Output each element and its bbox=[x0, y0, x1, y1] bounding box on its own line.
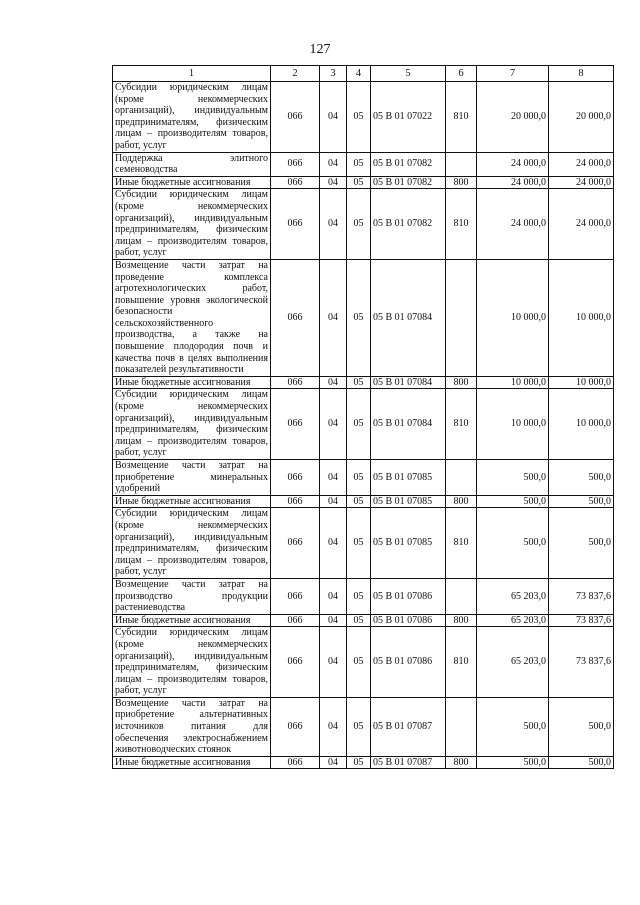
amount-year1-cell: 500,0 bbox=[477, 495, 549, 508]
amount-year1-cell: 24 000,0 bbox=[477, 152, 549, 176]
section-code-cell: 04 bbox=[320, 614, 347, 627]
header-col-8: 8 bbox=[549, 66, 614, 82]
expense-type-cell: 800 bbox=[446, 176, 477, 189]
table-row bbox=[113, 614, 614, 627]
section-code-cell: 04 bbox=[320, 460, 347, 496]
amount-year2-cell: 24 000,0 bbox=[549, 152, 614, 176]
ministry-code-cell: 066 bbox=[271, 259, 320, 376]
expense-type-cell bbox=[446, 578, 477, 614]
subsection-code-cell: 05 bbox=[347, 508, 371, 579]
ministry-code-cell: 066 bbox=[271, 578, 320, 614]
target-article-cell: 05 В 01 07086 bbox=[371, 614, 446, 627]
ministry-code-cell: 066 bbox=[271, 82, 320, 153]
subsection-code-cell: 05 bbox=[347, 82, 371, 153]
expense-type-cell bbox=[446, 152, 477, 176]
ministry-code-cell: 066 bbox=[271, 495, 320, 508]
amount-year2-cell: 500,0 bbox=[549, 697, 614, 756]
amount-year2-cell: 500,0 bbox=[549, 460, 614, 496]
ministry-code-cell: 066 bbox=[271, 176, 320, 189]
target-article-cell: 05 В 01 07085 bbox=[371, 460, 446, 496]
expense-type-cell: 810 bbox=[446, 389, 477, 460]
amount-year2-cell: 500,0 bbox=[549, 756, 614, 769]
amount-year1-cell: 24 000,0 bbox=[477, 176, 549, 189]
row-name-cell: Иные бюджетные ассигнования bbox=[113, 176, 271, 189]
subsection-code-cell: 05 bbox=[347, 376, 371, 389]
target-article-cell: 05 В 01 07082 bbox=[371, 152, 446, 176]
ministry-code-cell: 066 bbox=[271, 508, 320, 579]
section-code-cell: 04 bbox=[320, 508, 347, 579]
ministry-code-cell: 066 bbox=[271, 189, 320, 260]
expense-type-cell: 800 bbox=[446, 495, 477, 508]
section-code-cell: 04 bbox=[320, 627, 347, 698]
page-number: 127 bbox=[309, 42, 331, 57]
table-row bbox=[113, 495, 614, 508]
target-article-cell: 05 В 01 07087 bbox=[371, 756, 446, 769]
subsection-code-cell: 05 bbox=[347, 176, 371, 189]
subsection-code-cell: 05 bbox=[347, 152, 371, 176]
section-code-cell: 04 bbox=[320, 495, 347, 508]
target-article-cell: 05 В 01 07086 bbox=[371, 578, 446, 614]
table-row bbox=[113, 389, 614, 460]
ministry-code-cell: 066 bbox=[271, 389, 320, 460]
ministry-code-cell: 066 bbox=[271, 627, 320, 698]
table-body bbox=[113, 82, 614, 769]
ministry-code-cell: 066 bbox=[271, 376, 320, 389]
row-name-cell: Иные бюджетные ассигнования bbox=[113, 376, 271, 389]
header-col-6: 6 bbox=[446, 66, 477, 82]
section-code-cell: 04 bbox=[320, 578, 347, 614]
expense-type-cell bbox=[446, 259, 477, 376]
row-name-cell: Возмещение части затрат на приобретение минеральных удобрений bbox=[113, 460, 271, 496]
expense-type-cell: 810 bbox=[446, 82, 477, 153]
table-row bbox=[113, 152, 614, 176]
subsection-code-cell: 05 bbox=[347, 614, 371, 627]
expense-type-cell: 810 bbox=[446, 189, 477, 260]
row-name-cell: Субсидии юридическим лицам (кроме некоммерческих организаций), индивидуальным предпринимателям, физическим лицам – производителям товаров, работ, услуг bbox=[113, 189, 271, 260]
ministry-code-cell: 066 bbox=[271, 697, 320, 756]
row-name-cell: Иные бюджетные ассигнования bbox=[113, 756, 271, 769]
amount-year1-cell: 20 000,0 bbox=[477, 82, 549, 153]
subsection-code-cell: 05 bbox=[347, 697, 371, 756]
budget-table bbox=[112, 65, 614, 769]
table-row bbox=[113, 460, 614, 496]
target-article-cell: 05 В 01 07086 bbox=[371, 627, 446, 698]
amount-year2-cell: 24 000,0 bbox=[549, 176, 614, 189]
amount-year2-cell: 24 000,0 bbox=[549, 189, 614, 260]
table-row bbox=[113, 578, 614, 614]
amount-year2-cell: 73 837,6 bbox=[549, 578, 614, 614]
section-code-cell: 04 bbox=[320, 259, 347, 376]
subsection-code-cell: 05 bbox=[347, 578, 371, 614]
header-col-4: 4 bbox=[347, 66, 371, 82]
row-name-cell: Субсидии юридическим лицам (кроме некоммерческих организаций), индивидуальным предпринимателям, физическим лицам – производителям товаров, работ, услуг bbox=[113, 389, 271, 460]
subsection-code-cell: 05 bbox=[347, 495, 371, 508]
section-code-cell: 04 bbox=[320, 376, 347, 389]
row-name-cell: Иные бюджетные ассигнования bbox=[113, 614, 271, 627]
subsection-code-cell: 05 bbox=[347, 756, 371, 769]
header-col-2: 2 bbox=[271, 66, 320, 82]
row-name-cell: Субсидии юридическим лицам (кроме некоммерческих организаций), индивидуальным предпринимателям, физическим лицам – производителям товаров, работ, услуг bbox=[113, 508, 271, 579]
ministry-code-cell: 066 bbox=[271, 756, 320, 769]
target-article-cell: 05 В 01 07087 bbox=[371, 697, 446, 756]
amount-year2-cell: 10 000,0 bbox=[549, 376, 614, 389]
target-article-cell: 05 В 01 07082 bbox=[371, 189, 446, 260]
row-name-cell: Возмещение части затрат на проведение комплекса агротехнологических работ, повышение уровня экологической безопасности сельскохозяйственного производства, а также на повышение плодородия почв и качества почв в целях выполнения показателей результативности bbox=[113, 259, 271, 376]
expense-type-cell: 810 bbox=[446, 627, 477, 698]
subsection-code-cell: 05 bbox=[347, 259, 371, 376]
ministry-code-cell: 066 bbox=[271, 460, 320, 496]
table-row bbox=[113, 189, 614, 260]
amount-year2-cell: 10 000,0 bbox=[549, 259, 614, 376]
table-row bbox=[113, 508, 614, 579]
table-row bbox=[113, 697, 614, 756]
section-code-cell: 04 bbox=[320, 152, 347, 176]
amount-year2-cell: 10 000,0 bbox=[549, 389, 614, 460]
header-col-1: 1 bbox=[113, 66, 271, 82]
target-article-cell: 05 В 01 07084 bbox=[371, 376, 446, 389]
section-code-cell: 04 bbox=[320, 176, 347, 189]
target-article-cell: 05 В 01 07084 bbox=[371, 259, 446, 376]
expense-type-cell: 800 bbox=[446, 614, 477, 627]
header-col-5: 5 bbox=[371, 66, 446, 82]
amount-year1-cell: 10 000,0 bbox=[477, 259, 549, 376]
row-name-cell: Субсидии юридическим лицам (кроме некоммерческих организаций), индивидуальным предпринимателям, физическим лицам – производителям товаров, работ, услуг bbox=[113, 627, 271, 698]
section-code-cell: 04 bbox=[320, 697, 347, 756]
expense-type-cell: 810 bbox=[446, 508, 477, 579]
subsection-code-cell: 05 bbox=[347, 389, 371, 460]
header-col-3: 3 bbox=[320, 66, 347, 82]
amount-year1-cell: 10 000,0 bbox=[477, 376, 549, 389]
table-row bbox=[113, 627, 614, 698]
amount-year1-cell: 500,0 bbox=[477, 697, 549, 756]
table-row bbox=[113, 376, 614, 389]
target-article-cell: 05 В 01 07084 bbox=[371, 389, 446, 460]
section-code-cell: 04 bbox=[320, 389, 347, 460]
section-code-cell: 04 bbox=[320, 82, 347, 153]
ministry-code-cell: 066 bbox=[271, 152, 320, 176]
row-name-cell: Возмещение части затрат на производство продукции растениеводства bbox=[113, 578, 271, 614]
header-col-7: 7 bbox=[477, 66, 549, 82]
table-row bbox=[113, 176, 614, 189]
amount-year1-cell: 500,0 bbox=[477, 460, 549, 496]
target-article-cell: 05 В 01 07022 bbox=[371, 82, 446, 153]
row-name-cell: Возмещение части затрат на приобретение альтернативных источников питания для обеспечения электроснабжением животноводческих стоянок bbox=[113, 697, 271, 756]
amount-year2-cell: 73 837,6 bbox=[549, 614, 614, 627]
row-name-cell: Поддержка элитного семеноводства bbox=[113, 152, 271, 176]
table-row bbox=[113, 82, 614, 153]
table-header-row bbox=[113, 66, 614, 82]
amount-year1-cell: 500,0 bbox=[477, 508, 549, 579]
subsection-code-cell: 05 bbox=[347, 627, 371, 698]
ministry-code-cell: 066 bbox=[271, 614, 320, 627]
amount-year1-cell: 500,0 bbox=[477, 756, 549, 769]
target-article-cell: 05 В 01 07085 bbox=[371, 495, 446, 508]
amount-year2-cell: 500,0 bbox=[549, 495, 614, 508]
table-row bbox=[113, 259, 614, 376]
amount-year2-cell: 73 837,6 bbox=[549, 627, 614, 698]
expense-type-cell: 800 bbox=[446, 756, 477, 769]
amount-year1-cell: 24 000,0 bbox=[477, 189, 549, 260]
amount-year2-cell: 20 000,0 bbox=[549, 82, 614, 153]
target-article-cell: 05 В 01 07085 bbox=[371, 508, 446, 579]
amount-year1-cell: 65 203,0 bbox=[477, 578, 549, 614]
target-article-cell: 05 В 01 07082 bbox=[371, 176, 446, 189]
row-name-cell: Субсидии юридическим лицам (кроме некоммерческих организаций), индивидуальным предпринимателям, физическим лицам – производителям товаров, работ, услуг bbox=[113, 82, 271, 153]
amount-year2-cell: 500,0 bbox=[549, 508, 614, 579]
subsection-code-cell: 05 bbox=[347, 460, 371, 496]
expense-type-cell bbox=[446, 460, 477, 496]
row-name-cell: Иные бюджетные ассигнования bbox=[113, 495, 271, 508]
table-row bbox=[113, 756, 614, 769]
amount-year1-cell: 65 203,0 bbox=[477, 627, 549, 698]
amount-year1-cell: 10 000,0 bbox=[477, 389, 549, 460]
expense-type-cell bbox=[446, 697, 477, 756]
expense-type-cell: 800 bbox=[446, 376, 477, 389]
section-code-cell: 04 bbox=[320, 189, 347, 260]
subsection-code-cell: 05 bbox=[347, 189, 371, 260]
section-code-cell: 04 bbox=[320, 756, 347, 769]
amount-year1-cell: 65 203,0 bbox=[477, 614, 549, 627]
